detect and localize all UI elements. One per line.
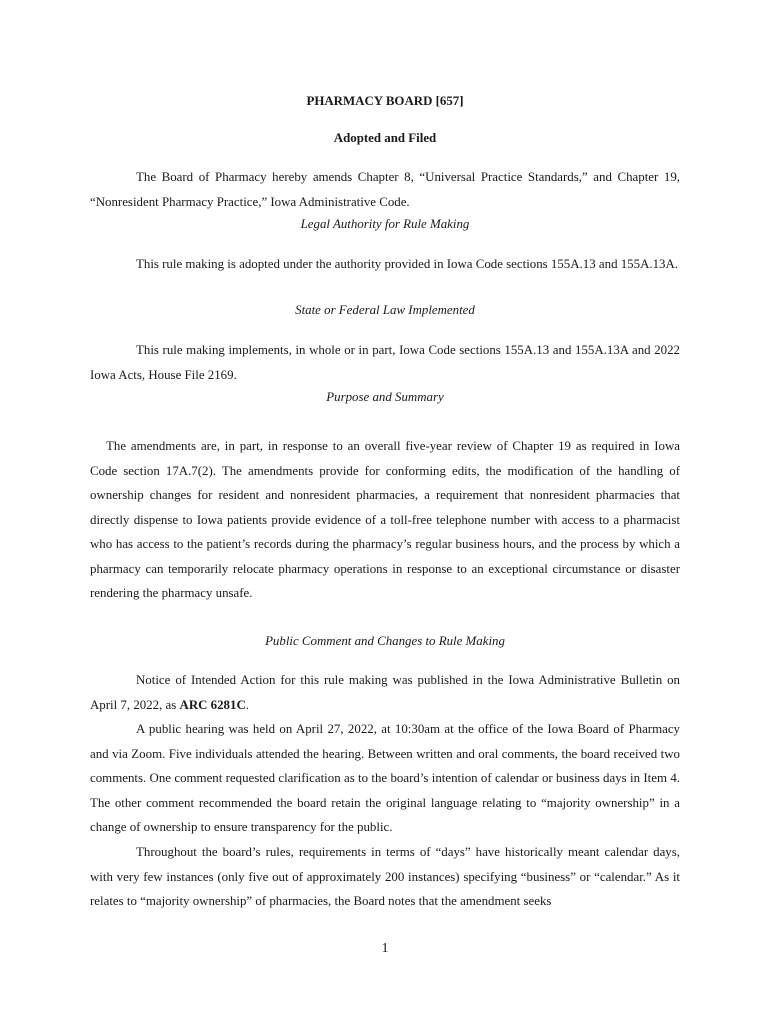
legal-authority-heading: Legal Authority for Rule Making	[300, 217, 470, 231]
legal-authority-paragraph: This rule making is adopted under the authority provided in Iowa Code sections 155A.13 and 155A.13A.	[136, 257, 679, 271]
law-implemented-heading: State or Federal Law Implemented	[295, 303, 475, 317]
notice-arc-number: ARC 6281C	[179, 697, 246, 712]
purpose-heading: Purpose and Summary	[326, 390, 444, 404]
notice-paragraph	[90, 668, 680, 717]
document-subtitle: Adopted and Filed	[333, 131, 437, 145]
notice-text-before: Notice of Intended Action for this rule making was published in the Iowa Administrative Bulletin on April 7, 2022, as	[90, 673, 680, 712]
page-number: 1	[381, 941, 389, 956]
days-paragraph: Throughout the board’s rules, requirements in terms of “days” have historically meant calendar days, with very few instances (only five out of approximately 200 instances) specifying “business” or “calendar.” As it relates to “majority ownership” of pharmacies, the Board notes that the amendment seeks	[90, 845, 680, 908]
purpose-paragraph: The amendments are, in part, in response to an overall five-year review of Chapter 19 as required in Iowa Code section 17A.7(2). The amendments provide for conforming edits, the modification of the handling of ownership changes for resident and nonresident pharmacies, a requirement that nonresident pharmacies that directly dispense to Iowa patients provide evidence of a toll-free telephone number with access to a pharmacist who has access to the patient’s records during the pharmacy’s regular business hours, and the process by which a pharmacy can temporarily relocate pharmacy operations in response to an exceptional circumstance or disaster rendering the pharmacy unsafe.	[90, 439, 680, 600]
public-comment-heading: Public Comment and Changes to Rule Making	[265, 634, 505, 648]
document-title: PHARMACY BOARD [657]	[306, 94, 464, 108]
notice-text-after: .	[245, 697, 249, 712]
hearing-paragraph: A public hearing was held on April 27, 2022, at 10:30am at the office of the Iowa Board of Pharmacy and via Zoom. Five individuals attended the hearing. Between written and oral comments, the board received two comments. One comment requested clarification as to the board’s intention of calendar or business days in Item 4. The other comment recommended the board retain the original language relating to “majority ownership” in a change of ownership to ensure transparency for the public.	[90, 722, 680, 834]
intro-paragraph: The Board of Pharmacy hereby amends Chapter 8, “Universal Practice Standards,” and Chapter 19, “Nonresident Pharmacy Practice,” Iowa Administrative Code.	[90, 170, 680, 209]
law-implemented-paragraph: This rule making implements, in whole or in part, Iowa Code sections 155A.13 and 155A.13A and 2022 Iowa Acts, House File 2169.	[90, 343, 680, 382]
